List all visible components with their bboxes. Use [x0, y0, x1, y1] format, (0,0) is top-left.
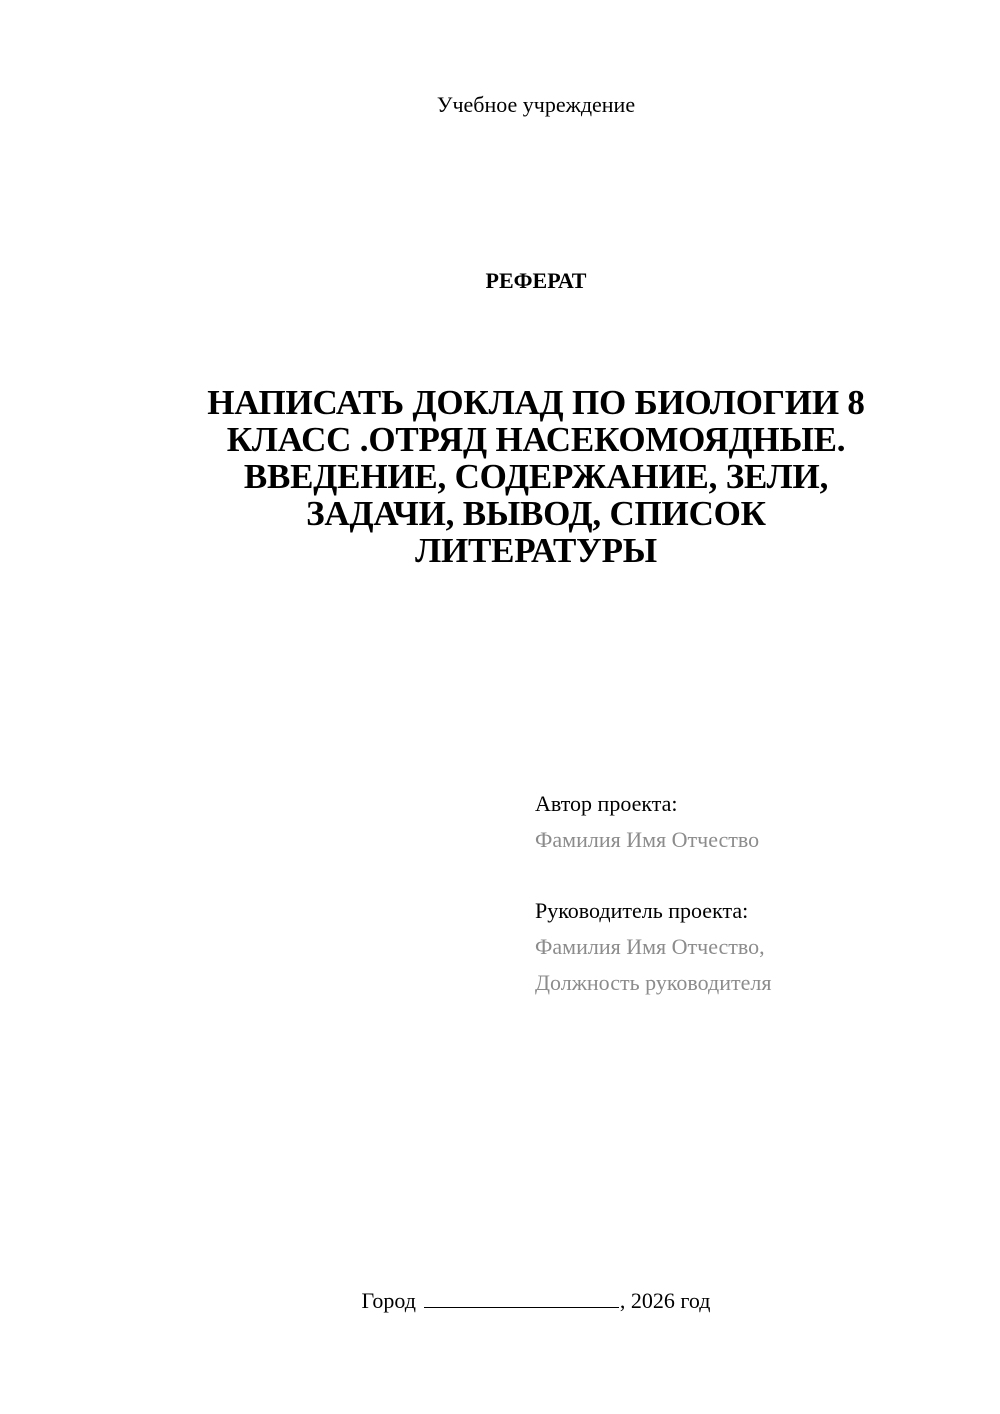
supervisor-label: Руководитель проекта: [535, 898, 749, 923]
author-block [535, 786, 975, 858]
year-text: , 2026 год [619, 1288, 711, 1313]
author-name: Фамилия Имя Отчество [535, 827, 760, 852]
city-blank-line [424, 1287, 619, 1308]
supervisor-block [535, 893, 975, 1001]
supervisor-position: Должность руководителя [535, 970, 772, 995]
city-year-line [0, 1287, 1000, 1314]
title-line: ЛИТЕРАТУРЫ [415, 531, 657, 571]
title-line: КЛАСС .ОТРЯД НАСЕКОМОЯДНЫЕ. [226, 420, 846, 460]
institution-name: Учебное учреждение [436, 92, 636, 117]
title-line: НАПИСАТЬ ДОКЛАД ПО БИОЛОГИИ 8 [207, 383, 865, 422]
title-line: ЗАДАЧИ, ВЫВОД, СПИСОК [306, 494, 766, 534]
title-line: ВВЕДЕНИЕ, СОДЕРЖАНИЕ, ЗЕЛИ, [243, 457, 829, 497]
supervisor-name: Фамилия Имя Отчество, [535, 934, 765, 959]
document-type: РЕФЕРАТ [485, 268, 587, 293]
document-title [150, 384, 922, 569]
city-label: Город [361, 1288, 416, 1313]
author-label: Автор проекта: [535, 791, 678, 816]
